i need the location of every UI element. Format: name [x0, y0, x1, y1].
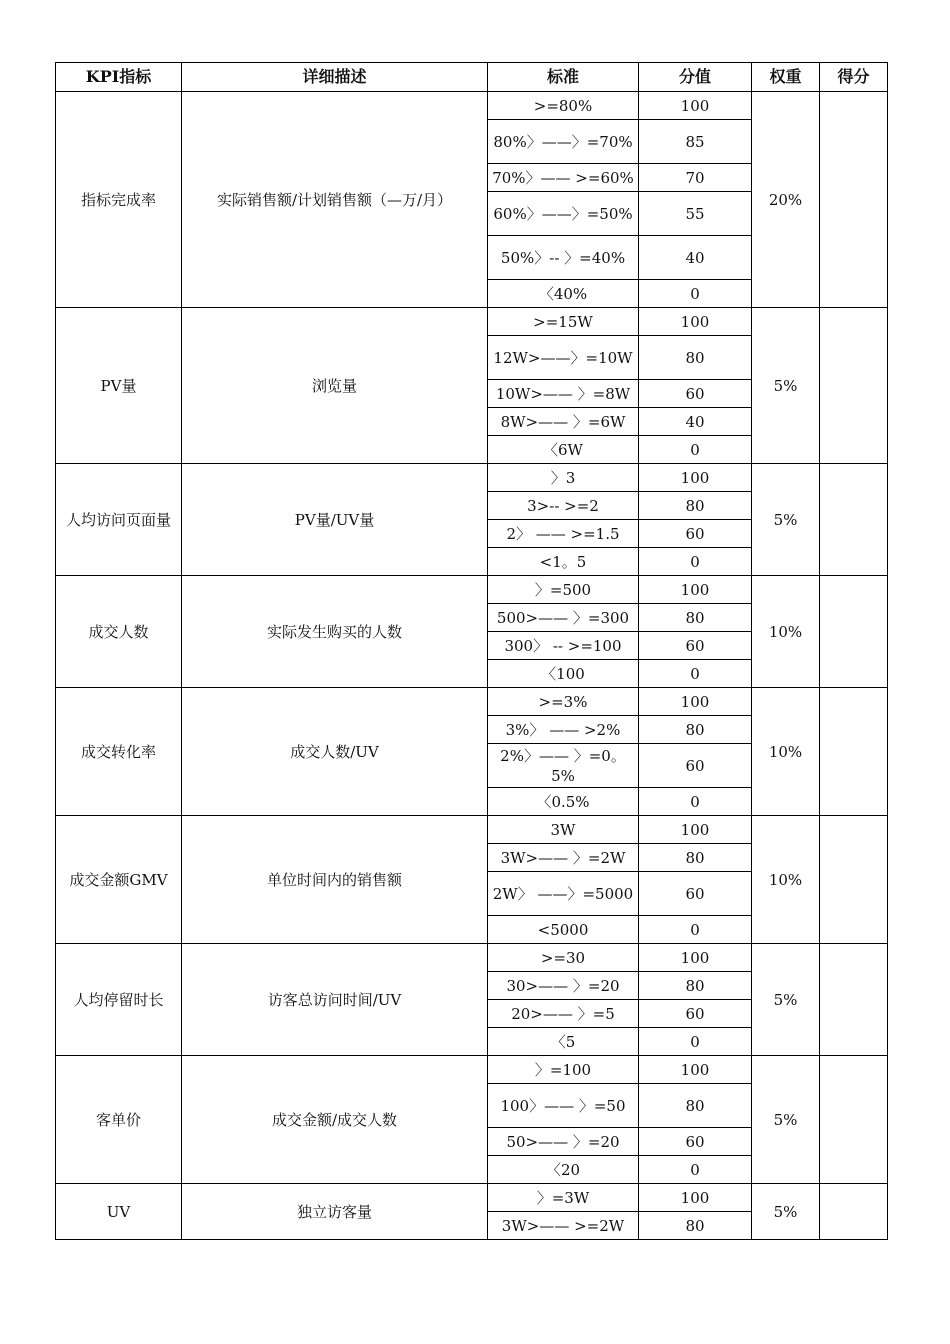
standard-cell: 50>—— 〉=20	[488, 1128, 639, 1156]
standard-cell: 2〉 —— >=1.5	[488, 520, 639, 548]
kpi-name: 成交转化率	[56, 688, 182, 816]
score-cell: 40	[639, 236, 752, 280]
score-cell: 0	[639, 280, 752, 308]
standard-cell: 10W>—— 〉=8W	[488, 380, 639, 408]
score-cell: 80	[639, 716, 752, 744]
score-cell: 85	[639, 120, 752, 164]
kpi-name: 人均停留时长	[56, 944, 182, 1056]
standard-cell: 2W〉 ——〉=5000	[488, 872, 639, 916]
weight-cell: 5%	[752, 464, 820, 576]
header-weight: 权重	[752, 63, 820, 92]
standard-cell: 〈40%	[488, 280, 639, 308]
result-cell[interactable]	[820, 1056, 888, 1184]
weight-cell: 5%	[752, 1056, 820, 1184]
standard-cell: >=80%	[488, 92, 639, 120]
score-cell: 70	[639, 164, 752, 192]
result-cell[interactable]	[820, 1184, 888, 1240]
result-cell[interactable]	[820, 308, 888, 464]
table-row	[56, 944, 888, 972]
score-cell: 80	[639, 1084, 752, 1128]
table-row	[56, 464, 888, 492]
result-cell[interactable]	[820, 92, 888, 308]
header-kpi: KPI指标	[56, 63, 182, 92]
kpi-name: 客单价	[56, 1056, 182, 1184]
standard-cell: <5000	[488, 916, 639, 944]
score-cell: 80	[639, 1212, 752, 1240]
kpi-name: PV量	[56, 308, 182, 464]
standard-cell: 2%〉—— 〉=0。5%	[488, 744, 639, 788]
score-cell: 60	[639, 872, 752, 916]
weight-cell: 10%	[752, 688, 820, 816]
kpi-name: UV	[56, 1184, 182, 1240]
standard-cell: >=15W	[488, 308, 639, 336]
standard-cell: 〉=100	[488, 1056, 639, 1084]
standard-cell: 500>—— 〉=300	[488, 604, 639, 632]
header-description: 详细描述	[182, 63, 488, 92]
score-cell: 60	[639, 1128, 752, 1156]
table-row	[56, 816, 888, 844]
table-row	[56, 688, 888, 716]
score-cell: 100	[639, 464, 752, 492]
kpi-table	[55, 62, 888, 1240]
standard-cell: 3%〉 —— >2%	[488, 716, 639, 744]
score-cell: 80	[639, 336, 752, 380]
weight-cell: 5%	[752, 944, 820, 1056]
result-cell[interactable]	[820, 816, 888, 944]
header-score: 分值	[639, 63, 752, 92]
weight-cell: 20%	[752, 92, 820, 308]
standard-cell: 〉3	[488, 464, 639, 492]
standard-cell: 〈0.5%	[488, 788, 639, 816]
result-cell[interactable]	[820, 944, 888, 1056]
standard-cell: 100〉—— 〉=50	[488, 1084, 639, 1128]
standard-cell: 〉=3W	[488, 1184, 639, 1212]
standard-cell: 〈5	[488, 1028, 639, 1056]
weight-cell: 10%	[752, 576, 820, 688]
score-cell: 60	[639, 520, 752, 548]
table-row	[56, 1184, 888, 1212]
standard-cell: 3W>—— >=2W	[488, 1212, 639, 1240]
score-cell: 80	[639, 972, 752, 1000]
kpi-description: PV量/UV量	[182, 464, 488, 576]
score-cell: 60	[639, 744, 752, 788]
kpi-name: 指标完成率	[56, 92, 182, 308]
kpi-description: 成交金额/成交人数	[182, 1056, 488, 1184]
standard-cell: 3W	[488, 816, 639, 844]
score-cell: 0	[639, 1156, 752, 1184]
header-result: 得分	[820, 63, 888, 92]
standard-cell: 50%〉-- 〉=40%	[488, 236, 639, 280]
kpi-description: 实际发生购买的人数	[182, 576, 488, 688]
kpi-name: 人均访问页面量	[56, 464, 182, 576]
standard-cell: <1。5	[488, 548, 639, 576]
table-row	[56, 576, 888, 604]
score-cell: 100	[639, 576, 752, 604]
standard-cell: 〈20	[488, 1156, 639, 1184]
score-cell: 60	[639, 1000, 752, 1028]
score-cell: 80	[639, 604, 752, 632]
standard-cell: 70%〉—— >=60%	[488, 164, 639, 192]
header-standard: 标准	[488, 63, 639, 92]
standard-cell: 8W>—— 〉=6W	[488, 408, 639, 436]
standard-cell: >=3%	[488, 688, 639, 716]
result-cell[interactable]	[820, 464, 888, 576]
score-cell: 100	[639, 944, 752, 972]
standard-cell: 〉=500	[488, 576, 639, 604]
kpi-name: 成交金额GMV	[56, 816, 182, 944]
score-cell: 100	[639, 816, 752, 844]
standard-cell: 3>-- >=2	[488, 492, 639, 520]
standard-cell: 80%〉——〉=70%	[488, 120, 639, 164]
score-cell: 0	[639, 1028, 752, 1056]
score-cell: 60	[639, 380, 752, 408]
score-cell: 0	[639, 660, 752, 688]
score-cell: 0	[639, 436, 752, 464]
score-cell: 60	[639, 632, 752, 660]
kpi-name: 成交人数	[56, 576, 182, 688]
kpi-description: 实际销售额/计划销售额（—万/月）	[182, 92, 488, 308]
score-cell: 80	[639, 492, 752, 520]
kpi-description: 访客总访问时间/UV	[182, 944, 488, 1056]
result-cell[interactable]	[820, 576, 888, 688]
standard-cell: 3W>—— 〉=2W	[488, 844, 639, 872]
score-cell: 55	[639, 192, 752, 236]
standard-cell: 300〉 -- >=100	[488, 632, 639, 660]
score-cell: 0	[639, 916, 752, 944]
table-row	[56, 308, 888, 336]
standard-cell: 30>—— 〉=20	[488, 972, 639, 1000]
weight-cell: 5%	[752, 1184, 820, 1240]
score-cell: 0	[639, 548, 752, 576]
header-row	[56, 63, 888, 92]
score-cell: 40	[639, 408, 752, 436]
weight-cell: 10%	[752, 816, 820, 944]
kpi-description: 独立访客量	[182, 1184, 488, 1240]
table-row	[56, 1056, 888, 1084]
result-cell[interactable]	[820, 688, 888, 816]
score-cell: 100	[639, 1056, 752, 1084]
score-cell: 100	[639, 1184, 752, 1212]
kpi-description: 单位时间内的销售额	[182, 816, 488, 944]
standard-cell: 12W>——〉=10W	[488, 336, 639, 380]
score-cell: 100	[639, 688, 752, 716]
kpi-description: 成交人数/UV	[182, 688, 488, 816]
kpi-description: 浏览量	[182, 308, 488, 464]
score-cell: 100	[639, 92, 752, 120]
standard-cell: 20>—— 〉=5	[488, 1000, 639, 1028]
kpi-body	[56, 92, 888, 1240]
standard-cell: 60%〉——〉=50%	[488, 192, 639, 236]
table-row	[56, 92, 888, 120]
score-cell: 0	[639, 788, 752, 816]
standard-cell: 〈6W	[488, 436, 639, 464]
standard-cell: >=30	[488, 944, 639, 972]
score-cell: 80	[639, 844, 752, 872]
standard-cell: 〈100	[488, 660, 639, 688]
weight-cell: 5%	[752, 308, 820, 464]
score-cell: 100	[639, 308, 752, 336]
